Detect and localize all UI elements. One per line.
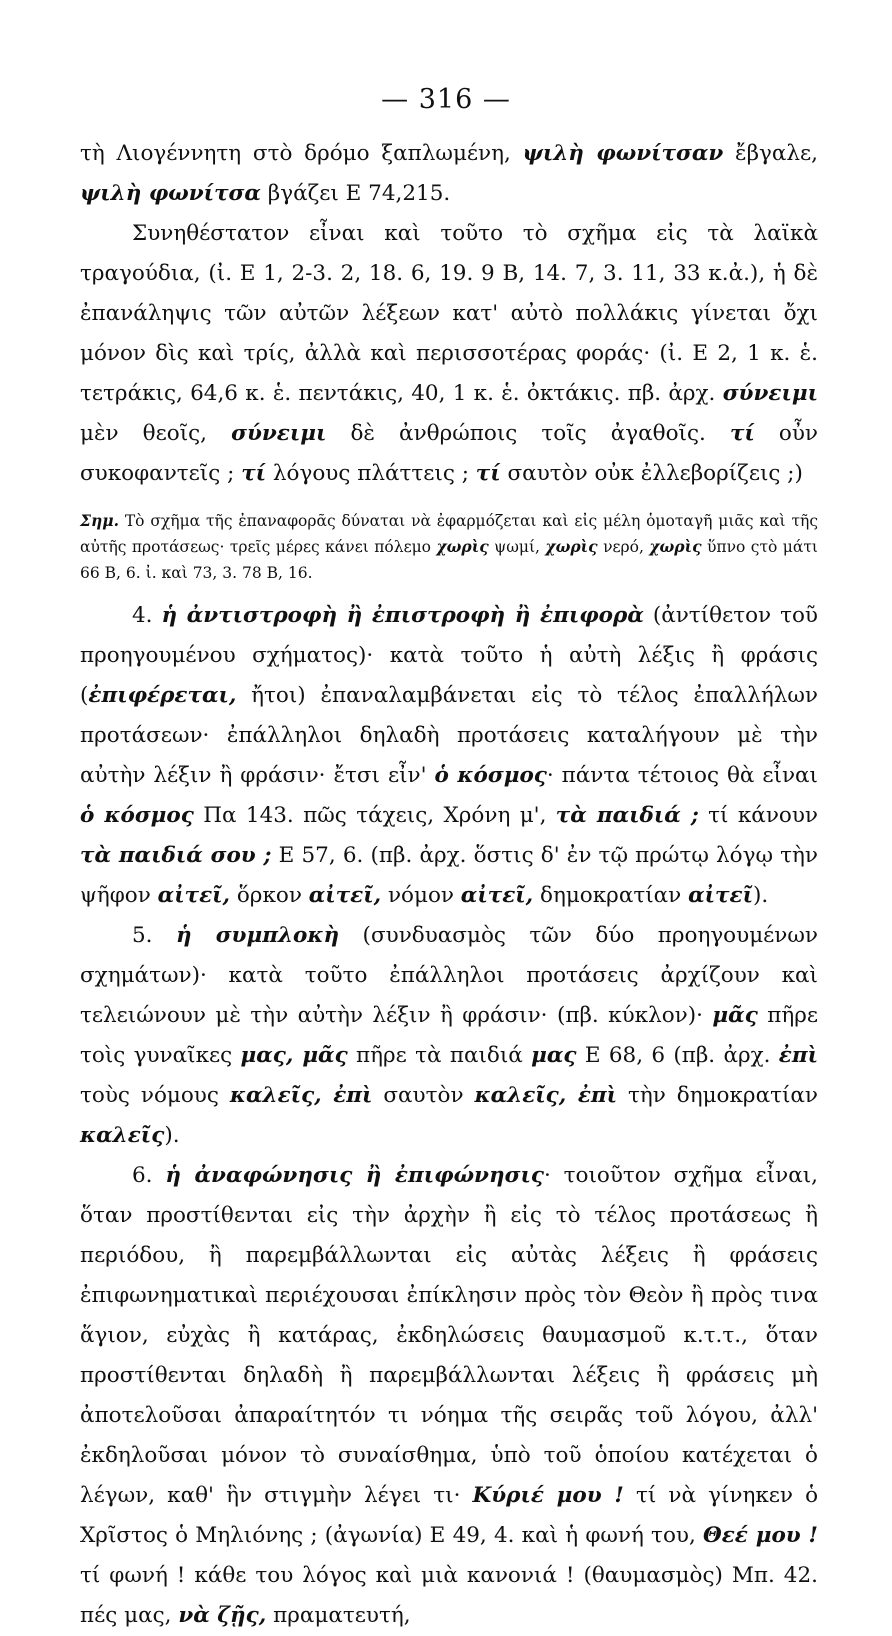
emphasis: χωρὶς: [436, 537, 489, 556]
emphasis: σύνειμι: [722, 381, 818, 406]
text-run: Ε 57, 6. (πβ. ἀρχ. ὅστις δ' ἐν τῷ πρώτῳ λόγῳ τὴν ψῆφον: [80, 843, 818, 908]
text-run: νερό,: [597, 538, 650, 556]
emphasis: Κύριέ μου !: [472, 1483, 624, 1508]
emphasis: τί: [729, 421, 755, 446]
section-number: 5.: [132, 923, 176, 948]
text-run: πραματευτή,: [266, 1603, 411, 1628]
text-run: πῆρε τοὶς γυναῖκες: [80, 1003, 819, 1068]
emphasis: Θεέ μου !: [703, 1523, 818, 1548]
emphasis: καλεῖς, ἐπὶ: [229, 1083, 373, 1108]
section-5: [80, 916, 818, 1156]
paragraph-continuation: [80, 134, 818, 214]
text-run: Πα 143. πῶς τάχεις, Χρόνη μ',: [193, 803, 556, 828]
emphasis: αἰτεῖ: [688, 883, 753, 908]
emphasis: τὰ παιδιά ;: [555, 803, 699, 828]
text-run: τί κάνουν: [698, 803, 818, 828]
emphasis: αἰτεῖ,: [157, 883, 231, 908]
section-heading: ἡ ἀναφώνησις ἢ ἐπιφώνησις: [165, 1163, 544, 1188]
text-run: σαυτὸν: [372, 1083, 475, 1108]
text-run: τί νὰ γίνηκεν ὁ Χρῖστος ὁ Μηλιόνης ; (ἀγωνία) Ε 49, 4. καὶ ἡ φωνή του,: [80, 1483, 819, 1548]
text-run: πῆρε τὰ παιδιά: [347, 1043, 532, 1068]
emphasis: τί: [475, 461, 501, 486]
text-run: τὴ Λιογέννητη στὸ δρόμο ξαπλωμένη,: [80, 141, 523, 166]
emphasis: αἰτεῖ,: [460, 883, 534, 908]
text-run: ἔβγαλε,: [723, 141, 818, 166]
emphasis: ὁ κόσμος: [80, 803, 194, 828]
text-run: Ε 68, 6 (πβ. ἀρχ.: [576, 1043, 779, 1068]
emphasis: ψιλὴ φωνίτσα: [80, 181, 261, 206]
text-run: ψωμί,: [488, 538, 546, 556]
emphasis: καλεῖς: [80, 1123, 165, 1148]
emphasis: τὰ παιδιά σου ;: [80, 843, 272, 868]
body-text: [80, 134, 818, 1636]
text-run: νόμον: [381, 883, 461, 908]
emphasis: μας: [531, 1043, 577, 1068]
text-run: δὲ ἀνθρώποις τοῖς ἀγαθοῖς.: [326, 421, 730, 446]
emphasis: καλεῖς, ἐπὶ: [474, 1083, 618, 1108]
emphasis: ἐπὶ: [778, 1043, 818, 1068]
text-run: τοὺς νόμους: [80, 1083, 230, 1108]
emphasis: νὰ ζῇς,: [178, 1603, 267, 1628]
emphasis: χωρὶς: [545, 537, 598, 556]
text-run: (ἀντίθετον τοῦ προηγουμένου σχήματος)· κατὰ τοῦτο ἡ αὐτὴ λέξις ἢ φράσις (: [80, 603, 818, 708]
text-run: Τὸ σχῆμα τῆς ἐπαναφορᾶς δύναται νὰ ἐφαρμόζεται καὶ εἰς μέλη ὁμοταγῆ μιᾶς καὶ τῆς αὐτῆς προτάσεως· τρεῖς μέρες κάνει πόλεμο: [80, 512, 818, 556]
emphasis: μᾶς: [712, 1003, 758, 1028]
section-number: 4.: [132, 603, 162, 628]
text-run: τί φωνή ! κάθε του λόγος καὶ μιὰ κανονιά ! (θαυμασμὸς) Μπ. 42. πές μας,: [80, 1563, 818, 1628]
text-run: (συνδυασμὸς τῶν δύο προηγουμένων σχημάτων)· κατὰ τοῦτο ἐπάλληλοι προτάσεις ἀρχίζουν καὶ τελειώνουν μὲ τὴν αὐτὴν λέξιν ἢ φράσιν· (πβ. κύκλον)·: [80, 923, 818, 1028]
text-run: ).: [752, 883, 769, 908]
emphasis: ψιλὴ φωνίτσαν: [522, 141, 724, 166]
paragraph-repetition: [80, 214, 818, 494]
text-run: ἤτοι) ἐπαναλαμβάνεται εἰς τὸ τέλος ἐπαλλήλων προτάσεων· ἐπάλληλοι δηλαδὴ προτάσεις καταλήγουν μὲ τὴν αὐτὴν λέξιν ἢ φράσιν· ἔτσι εἶν': [80, 683, 818, 788]
text-run: μὲν θεοῖς,: [80, 421, 232, 446]
emphasis: τί: [241, 461, 267, 486]
emphasis: αἰτεῖ,: [308, 883, 382, 908]
section-heading: ἡ ἀντιστροφὴ ἢ ἐπιστροφὴ ἢ ἐπιφορὰ: [161, 603, 644, 628]
section-number: 6.: [132, 1163, 166, 1188]
text-run: σαυτὸν οὐκ ἐλλεβορίζεις ;): [500, 461, 803, 486]
footnote: [80, 508, 818, 586]
text-run: Συνηθέστατον εἶναι καὶ τοῦτο τὸ σχῆμα εἰς τὰ λαϊκὰ τραγούδια, (ἰ. Ε 1, 2-3. 2, 18. 6, 19. 9 Β, 14. 7, 3. 11, 33 κ.ἀ.), ἡ δὲ ἐπανάληψις τῶν αὐτῶν λέξεων κατ' αὐτὸ πολλάκις γίνεται ὄχι μόνον δὶς καὶ τρίς, ἀλλὰ καὶ περισσοτέρας φοράς· (ἰ. Ε 2, 1 κ. ἑ. τετράκις, 64,6 κ. ἑ. πεντάκις, 40, 1 κ. ἑ. ὀκτάκις. πβ. ἀρχ.: [80, 221, 818, 406]
emphasis: ἐπιφέρεται,: [88, 683, 237, 708]
text-run: ὅρκον: [230, 883, 309, 908]
text-run: βγάζει Ε 74,215.: [260, 181, 451, 206]
text-run: λόγους πλάττεις ;: [266, 461, 476, 486]
section-4: [80, 596, 818, 916]
text-run: ὕπνο ςτὸ μάτι 66 Β, 6. ἰ. καὶ 73, 3. 78 Β, 16.: [80, 538, 818, 582]
emphasis: μας, μᾶς: [240, 1043, 348, 1068]
emphasis: χωρὶς: [649, 537, 702, 556]
note-label: Σημ.: [80, 511, 119, 530]
page-number: — 316 —: [381, 84, 511, 115]
text-run: οὖν συκοφαντεῖς ;: [80, 421, 818, 486]
text-run: δημοκρατίαν: [533, 883, 689, 908]
emphasis: σύνειμι: [231, 421, 327, 446]
emphasis: ὁ κόσμος: [434, 763, 547, 788]
text-run: · τοιοῦτον σχῆμα εἶναι, ὅταν προστίθενται εἰς τὴν ἀρχὴν ἢ εἰς τὸ τέλος προτάσεως ἢ περιόδου, ἢ παρεμβάλλωνται εἰς αὐτὰς λέξεις ἢ φράσεις ἐπιφωνηματικαὶ περιέχουσαι ἐπίκλησιν πρὸς τὸν Θεὸν ἢ πρὸς τινα ἅγιον, εὐχὰς ἢ κατάρας, ἐκδηλώσεις θαυμασμοῦ κ.τ.τ., ὅταν προστίθενται δηλαδὴ ἢ παρεμβάλλωνται λέξεις ἢ φράσεις μὴ ἀποτελοῦσαι ἀπαραίτητόν τι νόημα τῆς σειρᾶς τοῦ λόγου, ἀλλ' ἐκδηλοῦσαι μόνον τὸ συναίσθημα, ὑπὸ τοῦ ὁποίου κατέχεται ὁ λέγων, καθ' ἣν στιγμὴν λέγει τι·: [80, 1163, 818, 1508]
text-run: ).: [164, 1123, 180, 1148]
section-heading: ἡ συμπλοκὴ: [175, 923, 340, 948]
text-run: τὴν δημοκρατίαν: [617, 1083, 818, 1108]
section-6: [80, 1156, 818, 1636]
text-run: · πάντα τέτοιος θὰ εἶναι: [546, 763, 818, 788]
